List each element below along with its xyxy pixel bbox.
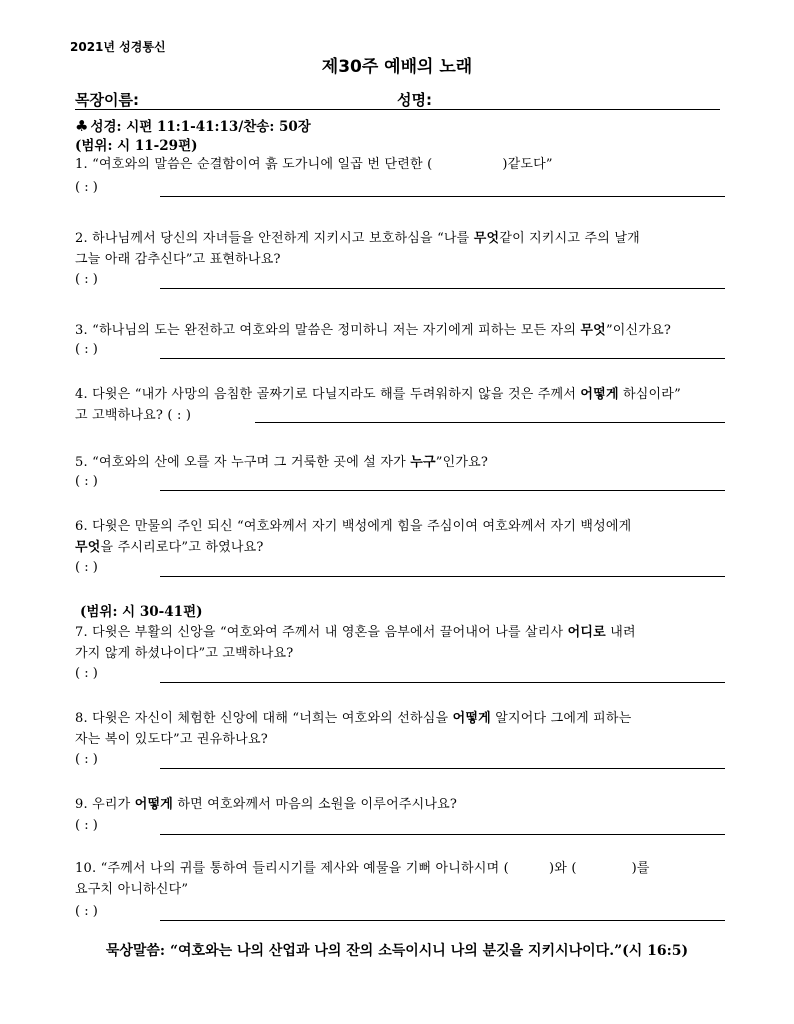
answer-row-7 (75, 666, 725, 686)
scripture-reference (75, 115, 311, 135)
answer-row-1 (75, 180, 725, 200)
question-5: 5. “여호와의 산에 오를 자 누구며 그 거룩한 곳에 설 자가 누구”인가요? (75, 455, 489, 470)
answer-paren: ( : ) (75, 272, 98, 287)
answer-row-3 (75, 342, 725, 362)
answer-line (160, 920, 725, 921)
answer-paren: ( : ) (75, 342, 98, 357)
answer-line (160, 768, 725, 769)
answer-row-6 (75, 560, 725, 580)
question-7: 7. 다윗은 부활의 신앙을 “여호와여 주께서 내 영혼을 음부에서 끌어내어 나를 살리사 어디로 내려 가지 않게 하셨나이다”고 고백하나요? (75, 625, 636, 661)
club-icon: ♣ (75, 117, 89, 135)
info-row (75, 87, 720, 110)
answer-row-2 (75, 272, 725, 292)
answer-row-9 (75, 818, 725, 838)
answer-paren: ( : ) (167, 408, 192, 423)
answer-paren: ( : ) (75, 666, 98, 681)
scripture-text: 성경: 시편 11:1-41:13/찬송: 50장 (90, 119, 311, 135)
answer-line (160, 288, 725, 289)
question-10: 10. “주께서 나의 귀를 통하여 들리시기를 제사와 예물을 기뻐 아니하시며 ( )와 ( )를 요구치 아니하신다” (75, 861, 650, 897)
answer-line (160, 358, 725, 359)
page-title: 제30주 예배의 노래 (321, 57, 473, 77)
question-4: 4. 다윗은 “내가 사망의 음침한 골짜기로 다닐지라도 해를 두려워하지 않을 것은 주께서 어떻게 하심이라” 고 고백하나요? ( : ) (75, 387, 681, 423)
answer-row-10 (75, 904, 725, 924)
meditation-verse: 묵상말씀: “여호와는 나의 산업과 나의 잔의 소득이시니 나의 분깃을 지키시나이다.”(시 16:5) (105, 943, 689, 959)
person-name-label: 성명: (397, 91, 432, 109)
answer-paren: ( : ) (75, 474, 98, 489)
answer-line (160, 196, 725, 197)
header-label: 2021년 성경통신 (70, 40, 166, 54)
answer-line-4 (255, 422, 725, 423)
answer-line (160, 682, 725, 683)
answer-paren: ( : ) (75, 560, 98, 575)
range-label-1: (범위: 시 11-29편) (75, 138, 198, 154)
answer-line (160, 576, 725, 577)
answer-line (160, 490, 725, 491)
answer-line (160, 834, 725, 835)
answer-paren: ( : ) (75, 904, 98, 919)
question-6: 6. 다윗은 만물의 주인 되신 “여호와께서 자기 백성에게 힘을 주심이여 여호와께서 자기 백성에게 무엇을 주시리로다”고 하였나요? (75, 519, 632, 555)
question-3: 3. “하나님의 도는 완전하고 여호와의 말씀은 정미하니 저는 자기에게 피하는 모든 자의 무엇”이신가요? (75, 323, 672, 338)
answer-paren: ( : ) (75, 752, 98, 767)
answer-row-5 (75, 474, 725, 494)
answer-paren: ( : ) (75, 180, 98, 195)
answer-row-8 (75, 752, 725, 772)
group-name-label: 목장이름: (75, 91, 139, 109)
question-1: 1. “여호와의 말씀은 순결함이여 흙 도가니에 일곱 번 단련한 ( )같도다” (75, 157, 553, 172)
answer-paren: ( : ) (75, 818, 98, 833)
range-label-2: (범위: 시 30-41편) (80, 604, 203, 620)
question-2: 2. 하나님께서 당신의 자녀들을 안전하게 지키시고 보호하심을 “나를 무엇같이 지키시고 주의 날개 그늘 아래 감추신다”고 표현하나요? (75, 231, 640, 267)
question-8: 8. 다윗은 자신이 체험한 신앙에 대해 “너희는 여호와의 선하심을 어떻게 알지어다 그에게 피하는 자는 복이 있도다”고 권유하나요? (75, 711, 632, 747)
question-9: 9. 우리가 어떻게 하면 여호와께서 마음의 소원을 이루어주시나요? (75, 797, 458, 812)
